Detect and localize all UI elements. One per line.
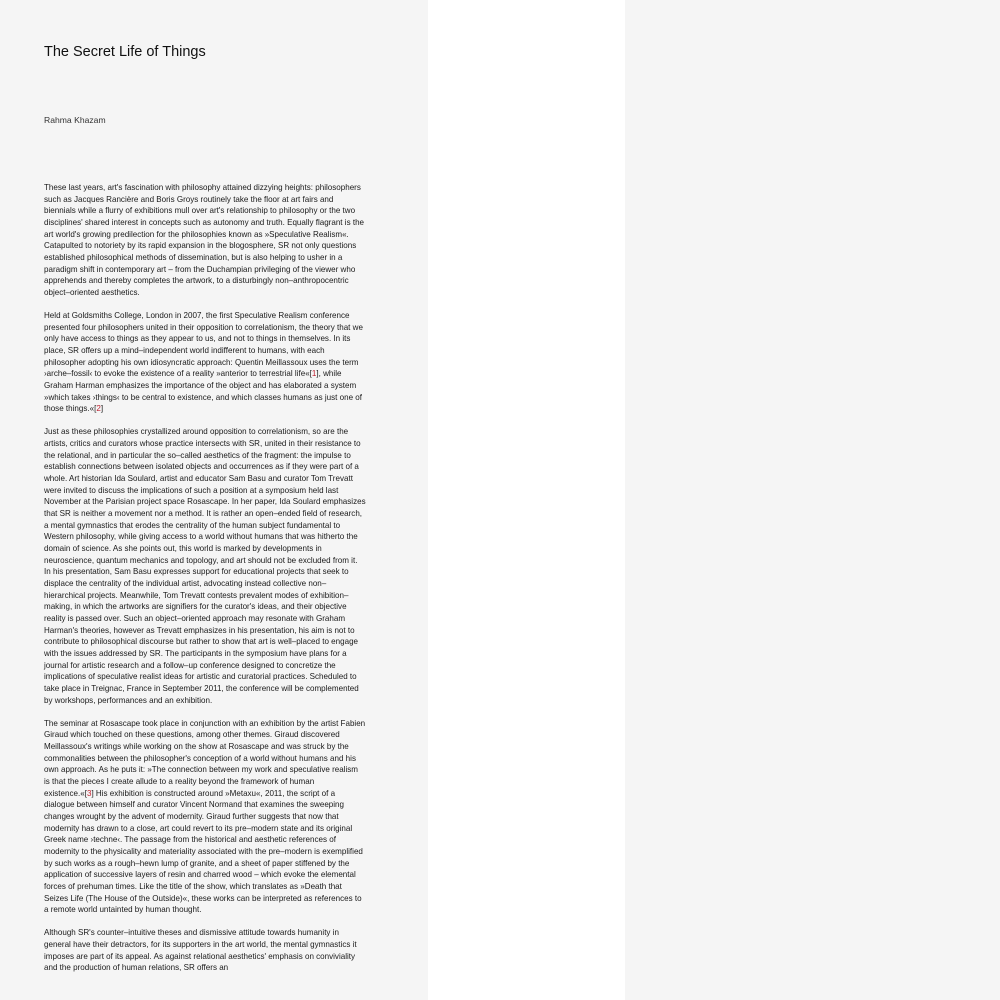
article-paragraph xyxy=(44,310,366,415)
right-side-panel xyxy=(625,0,1000,1000)
paragraph-text: ] His exhibition is constructed around »Metaxu«, 2011, the script of a dialogue between himself and curator Vincent Normand that examines the sweeping changes wrought by the advent of modernity. Giraud further suggests that now that modernity has drawn to a close, art could revert to its pre–modern state and its original Greek name ›techne‹. The passage from the historical and aesthetic references of modernity to the physicality and materiality associated with the pre–modern is exemplified by such works as a rough–hewn lump of granite, and a sheet of paper stiffened by the application of successive layers of resin and charred wood – which evoke the elemental forces of prehuman times. Like the title of the show, which translates as »Death that Seizes Life (The House of the Outside)«, these works can be interpreted as references to a remote world untainted by human thought. xyxy=(44,788,363,915)
footnote-link[interactable]: 2 xyxy=(96,404,101,414)
article-paragraph xyxy=(44,718,366,916)
article-paragraph xyxy=(44,182,366,299)
paragraph-text: Although SR's counter–intuitive theses and dismissive attitude towards humanity in general have their detractors, for its supporters in the art world, the mental gymnastics it imposes are part of its appeal. As against relational aesthetics' emphasis on conviviality and the production of human relations, SR offers an xyxy=(44,928,357,973)
footnote-link[interactable]: 3 xyxy=(86,788,92,798)
article-panel xyxy=(0,0,428,1000)
paragraph-text: The seminar at Rosascape took place in conjunction with an exhibition by the artist Fabien Giraud which touched on these questions, among other themes. Giraud discovered Meillassoux's writings while working on the show at Rosascape and was struck by the commonalities between the philosopher's conception of a world without humans and his own approach. As he puts it: »The connection between my work and speculative realism is that the pieces I create allude to a reality beyond the framework of human existence.«[ xyxy=(44,718,366,798)
paragraph-text: ] xyxy=(100,404,104,414)
paragraph-text: Held at Goldsmiths College, London in 2007, the first Speculative Realism conference presented four philosophers united in their opposition to correlationism, the theory that we only have access to things as they appear to us, and not to things in themselves. In its place, SR offers up a mind–independent world indifferent to humans, with each philosopher adopting his own idiosyncratic approach: Quentin Meillassoux uses the term ›arche–fossil‹ to evoke the existence of a reality »anterior to terrestrial life«[ xyxy=(44,311,363,379)
footnote-link[interactable]: 1 xyxy=(311,369,317,379)
paragraph-text: Just as these philosophies crystallized around opposition to correlationism, so are the artists, critics and curators whose practice intersects with SR, united in their resistance to the relational, and in particular the so–called aesthetics of the fragment: the impulse to establish connections between isolated objects and occurrences as if they were part of a whole. Art historian Ida Soulard, artist and educator Sam Basu and curator Tom Trevatt were invited to discuss the implications of such a position at a symposium held last November at the Parisian project space Rosascape. In her paper, Ida Soulard emphasizes that SR is neither a movement nor a method. It is rather an open–ended field of research, a mental gymnastics that erodes the centrality of the human subject fundamental to Western philosophy, while giving access to a world without humans that was hitherto the domain of science. As she points out, this world is marked by developments in neuroscience, quantum mechanics and topology, and art should not be excluded from it. In his presentation, Sam Basu expresses support for educational projects that seek to displace the centrality of the individual artist, advocating instead collective non–hierarchical projects. Meanwhile, Tom Trevatt contests prevalent modes of exhibition–making, in which the artworks are signifiers for the curator's ideas, and their objective reality is passed over. Such an object–oriented approach may resonate with Graham Harman's theories, however as Trevatt emphasizes in his presentation, his aim is not to contribute to philosophical discourse but rather to show that art is well–placed to engage with the issues addressed by SR. The participants in the symposium have plans for a journal for artistic research and a follow–up conference designed to concretize the implications of speculative realist ideas for artistic and curatorial practices. Scheduled to take place in Treignac, France in September 2011, the conference will be complemented by workshops, performances and an exhibition. xyxy=(44,427,366,705)
article-body xyxy=(44,182,366,986)
article-paragraph xyxy=(44,426,366,706)
article-title: The Secret Life of Things xyxy=(44,44,206,60)
article-author: Rahma Khazam xyxy=(44,115,106,125)
article-paragraph xyxy=(44,927,366,974)
paragraph-text: These last years, art's fascination with philosophy attained dizzying heights: philosophers such as Jacques Rancière and Boris Groys routinely take the floor at art fairs and biennials while a flurry of exhibitions mull over art's relationship to philosophy or the two disciplines' shared interest in concepts such as autonomy and truth. Equally flagrant is the art world's growing predilection for the philosophies known as »Speculative Realism«. Catapulted to notoriety by its rapid expansion in the blogosphere, SR not only questions established philosophical methods of dissemination, but is also helping to usher in a paradigm shift in contemporary art – from the Duchampian privileging of the viewer who apprehends and thereby completes the artwork, to a disturbingly non–anthropocentric object–oriented aesthetics. xyxy=(44,183,365,297)
paragraph-text: ], while Graham Harman emphasizes the importance of the object and has elaborated a system »which takes ›things‹ to be central to existence, and which classes humans as just one of those things.«[ xyxy=(44,369,363,414)
